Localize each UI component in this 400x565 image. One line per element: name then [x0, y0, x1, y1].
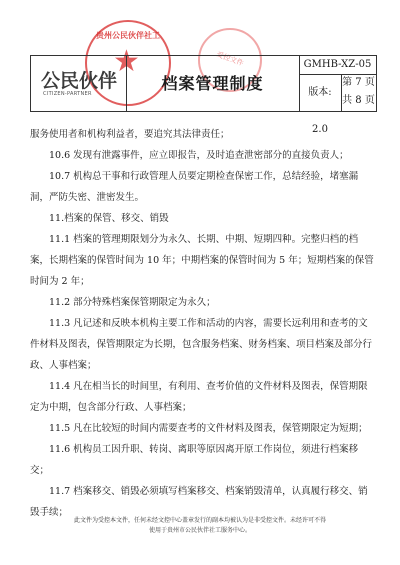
paragraph: 11.5 凡在比较短的时间内需要查考的文件材料及图表，保管期限定为短期； [49, 423, 368, 434]
paragraph: 服务使用者和机构利益者，要追究其法律责任； [30, 129, 230, 140]
footer-line-1: 此文件为受控本文件，任何未经文控中心盖章发行的副本均被认为是非受控文件。未经许可不得 [73, 517, 326, 524]
paragraph: 11.6 机构员工因升职、转岗、离职等原因离开原工作岗位，须进行档案移交； [30, 444, 359, 476]
section-heading: 11.档案的保管、移交、销毁 [49, 213, 169, 224]
logo-text: 公民伙伴 [41, 70, 118, 92]
controlled-stamp-text: 受控文件 [215, 50, 245, 68]
footer-line-2: 使用于贵州市公民伙伴社工服务中心。 [148, 527, 251, 534]
seal-star-icon: ★ [113, 44, 140, 79]
paragraph: 11.3 凡记述和反映本机构主要工作和活动的内容，需要长远利用和查考的文件材料及图表，保管期限定为长期，包含服务档案、财务档案、项目档案及部分行政、人事档案； [30, 318, 373, 371]
version-label: 版本: 2.0 [299, 74, 342, 111]
logo-subtext: CITIZEN-PARTNER [43, 91, 92, 97]
paragraph: 11.2 部分特殊档案保管期限定为永久； [49, 297, 216, 308]
paragraph: 10.7 机构总干事和行政管理人员要定期检查保密工作，总结经验，堵塞漏洞，严防失密、泄密发生。 [30, 171, 359, 203]
title-cell [126, 56, 300, 111]
document-body [30, 124, 375, 523]
paragraph: 10.6 发现有泄露事件，应立即报告，及时追查泄密部分的直接负责人； [49, 150, 349, 161]
paragraph: 11.1 档案的管理期限划分为永久、长期、中期、短期四种。完整归档的档案，长期档案的保管时间为 10 年；中期档案的保管时间为 5 年；短期档案的保管时间为 2 年； [30, 234, 374, 287]
paragraph: 11.7 档案移交、销毁必须填写档案移交、档案销毁清单，认真履行移交、销毁手续； [30, 486, 368, 518]
page-info [341, 74, 376, 111]
document-title: 档案管理制度 [161, 74, 264, 93]
page-total: 共 8 页 [342, 95, 375, 106]
seal-text: 贵州公民伙伴社工 [96, 30, 160, 40]
document-footer [0, 516, 400, 536]
logo [31, 56, 127, 111]
page-current: 第 7 页 [342, 77, 375, 88]
document-code: GMHB-XZ-05 [299, 56, 376, 75]
paragraph: 11.4 凡在相当长的时间里，有利用、查考价值的文件材料及图表，保管期限定为中期，包含部分行政、人事档案； [30, 381, 368, 413]
